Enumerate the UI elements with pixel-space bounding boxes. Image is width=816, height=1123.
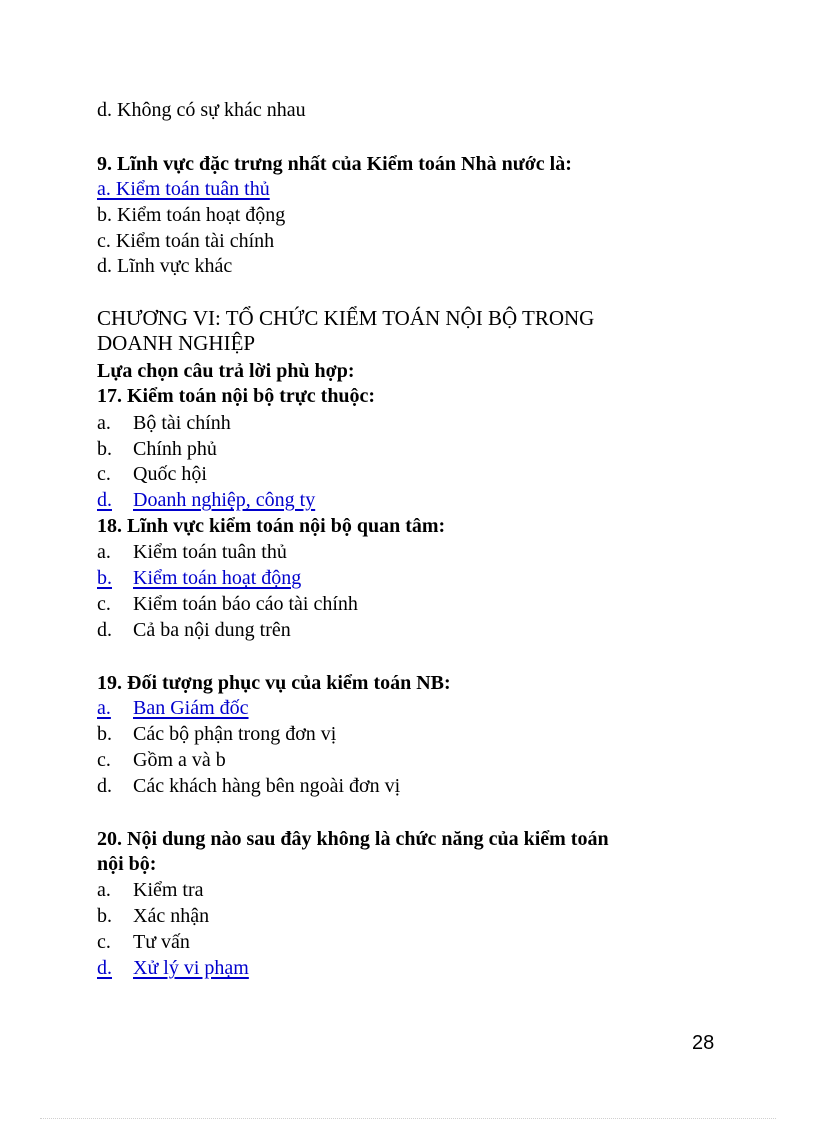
q9-option-b: b. Kiểm toán hoạt động xyxy=(97,204,286,226)
option-text: Chính phủ xyxy=(133,438,217,460)
q20-option-a xyxy=(97,878,204,902)
question-20-line2: nội bộ: xyxy=(97,853,157,875)
q17-option-c xyxy=(97,462,207,486)
q19-option-c xyxy=(97,748,226,772)
option-letter: d. xyxy=(97,775,112,797)
option-letter: c. xyxy=(97,931,111,953)
option-text: Xác nhận xyxy=(133,905,210,927)
option-letter: b. xyxy=(97,905,112,927)
q9-option-a-answer-link[interactable]: a. Kiểm toán tuân thủ xyxy=(97,178,270,200)
option-text: Quốc hội xyxy=(133,463,207,485)
q17-option-b xyxy=(97,437,217,461)
option-text: Doanh nghiệp, công ty xyxy=(133,489,316,511)
option-text: Kiểm tra xyxy=(133,879,204,901)
q9-option-c: c. Kiểm toán tài chính xyxy=(97,230,275,252)
q20-option-c xyxy=(97,930,190,954)
q19-option-d xyxy=(97,774,400,798)
option-letter: a. xyxy=(97,697,111,719)
q17-option-a xyxy=(97,411,231,435)
q19-option-b xyxy=(97,722,336,746)
option-letter: b. xyxy=(97,567,112,589)
option-text: Tư vấn xyxy=(133,931,190,953)
option-letter: c. xyxy=(97,593,111,615)
option-text: Các bộ phận trong đơn vị xyxy=(133,723,337,745)
option-text: Kiểm toán báo cáo tài chính xyxy=(133,593,358,615)
option-letter: a. xyxy=(97,412,111,434)
question-17: 17. Kiểm toán nội bộ trực thuộc: xyxy=(97,385,376,407)
page-bottom-divider xyxy=(40,1118,776,1119)
q20-option-b xyxy=(97,904,209,928)
q18-option-a xyxy=(97,540,287,564)
page-number: 28 xyxy=(692,1032,715,1054)
option-text: Xử lý vi phạm xyxy=(133,957,249,979)
option-letter: d. xyxy=(97,489,112,511)
option-letter: c. xyxy=(97,463,111,485)
option-text: Cả ba nội dung trên xyxy=(133,619,291,641)
question-19: 19. Đối tượng phục vụ của kiểm toán NB: xyxy=(97,672,451,694)
chapter-instruction: Lựa chọn câu trả lời phù hợp: xyxy=(97,360,355,382)
q17-option-d-answer-link[interactable] xyxy=(97,488,315,512)
option-text: Kiểm toán hoạt động xyxy=(133,567,302,589)
option-letter: b. xyxy=(97,723,112,745)
previous-answer-d: d. Không có sự khác nhau xyxy=(97,99,306,121)
option-text: Các khách hàng bên ngoài đơn vị xyxy=(133,775,401,797)
option-letter: c. xyxy=(97,749,111,771)
q18-option-c xyxy=(97,592,358,616)
option-letter: d. xyxy=(97,957,112,979)
question-9: 9. Lĩnh vực đặc trưng nhất của Kiểm toán Nhà nước là: xyxy=(97,153,572,175)
chapter-title-line2: DOANH NGHIỆP xyxy=(97,331,256,355)
q20-option-d-answer-link[interactable] xyxy=(97,956,249,980)
option-text: Bộ tài chính xyxy=(133,412,231,434)
q9-option-d: d. Lĩnh vực khác xyxy=(97,255,233,277)
question-20-line1: 20. Nội dung nào sau đây không là chức năng của kiểm toán xyxy=(97,828,609,850)
option-letter: b. xyxy=(97,438,112,460)
q18-option-b-answer-link[interactable] xyxy=(97,566,301,590)
option-text: Kiểm toán tuân thủ xyxy=(133,541,287,563)
option-text: Gồm a và b xyxy=(133,749,226,771)
option-letter: a. xyxy=(97,879,111,901)
option-text: Ban Giám đốc xyxy=(133,697,249,719)
q18-option-d xyxy=(97,618,291,642)
q19-option-a-answer-link[interactable] xyxy=(97,696,249,720)
option-letter: d. xyxy=(97,619,112,641)
option-letter: a. xyxy=(97,541,111,563)
question-18: 18. Lĩnh vực kiểm toán nội bộ quan tâm: xyxy=(97,515,446,537)
chapter-title-line1: CHƯƠNG VI: TỔ CHỨC KIỂM TOÁN NỘI BỘ TRONG xyxy=(97,306,595,330)
